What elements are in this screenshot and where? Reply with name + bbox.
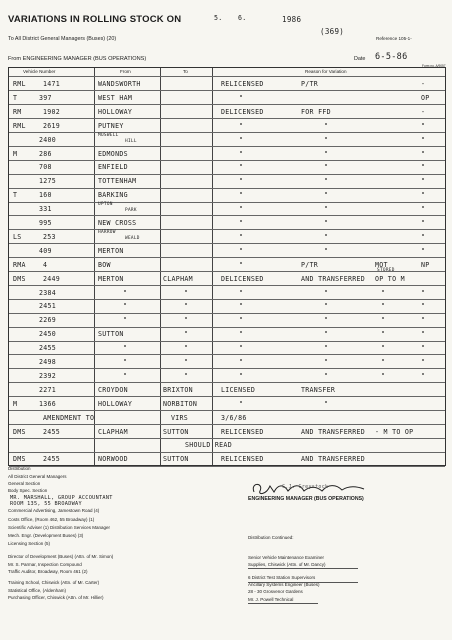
table-row bbox=[9, 411, 445, 425]
reason-text: " bbox=[239, 330, 244, 339]
distribution-entry: Purchasing Officer, Chiswick (Attn. of Mr. Hillier) bbox=[8, 595, 104, 600]
distribution-entry: All District General Managers bbox=[8, 474, 67, 479]
reason-text: " bbox=[239, 344, 244, 353]
status-flag: " bbox=[421, 135, 426, 144]
reason-text: " bbox=[239, 219, 244, 227]
signature-text: C.J. Greystock bbox=[282, 484, 329, 490]
table-row bbox=[9, 133, 445, 147]
variations-table bbox=[8, 67, 446, 466]
table-row bbox=[9, 230, 445, 244]
reason-text: " bbox=[239, 316, 244, 325]
distribution-entry: Mech. Engr. (Development Buses) (3) bbox=[8, 533, 84, 538]
from-depot: CROYDON bbox=[98, 385, 128, 394]
from-depot: ENFIELD bbox=[98, 163, 128, 172]
to-line: To All District General Managers (Buses) (20) bbox=[8, 36, 117, 42]
to-depot: NORBITON bbox=[163, 399, 198, 408]
reason-text: RELICENSED bbox=[221, 427, 264, 436]
reason-detail: TRANSFER bbox=[301, 385, 336, 394]
from-depot-sub: PARK bbox=[125, 208, 137, 214]
to-depot: " bbox=[184, 358, 189, 366]
reason-text: " bbox=[239, 121, 244, 130]
reason-text: " bbox=[239, 288, 244, 297]
vehicle-class: LS bbox=[13, 232, 22, 241]
reason-detail: AND TRANSFERRED bbox=[301, 274, 366, 283]
distribution-entry: Costs Office, (Room 462, 55 Broadway) (1) bbox=[8, 517, 95, 522]
reason-extra: OP TO M bbox=[375, 274, 405, 283]
date-label: Date bbox=[354, 56, 366, 62]
to-depot: " bbox=[184, 316, 189, 325]
title-date-month: 6. bbox=[238, 14, 247, 22]
vehicle-class: RML bbox=[13, 80, 26, 88]
should-read-note: SHOULD READ bbox=[185, 441, 232, 450]
table-row bbox=[9, 160, 445, 174]
vehicle-number: 160 bbox=[39, 191, 52, 200]
from-depot: MERTON bbox=[98, 274, 124, 283]
vehicle-number: 331 bbox=[39, 205, 52, 214]
title-year: 1986 bbox=[282, 15, 302, 24]
vehicle-class: T bbox=[13, 93, 18, 102]
from-depot: HOLLOWAY bbox=[98, 399, 133, 408]
distribution-entry: Director of Development (Buses) (Attn. of Mr. Simon) bbox=[8, 554, 114, 559]
from-depot: " bbox=[123, 344, 128, 353]
distribution-entry: Commercial Advertising, Jamestown Road (4) bbox=[8, 508, 100, 513]
header-vehicle-number: Vehicle Number bbox=[23, 69, 56, 74]
reason-text: " bbox=[239, 177, 244, 186]
vehicle-number: 286 bbox=[39, 149, 52, 158]
table-row bbox=[9, 286, 445, 300]
table-row bbox=[9, 452, 445, 466]
status-flag: " bbox=[421, 302, 426, 311]
table-row bbox=[9, 216, 445, 230]
reason-detail: AND TRANSFERRED bbox=[301, 455, 366, 464]
reason-detail: " bbox=[324, 358, 329, 366]
status-flag: OP bbox=[421, 93, 430, 102]
vehicle-number: 2450 bbox=[39, 330, 57, 339]
from-depot: " bbox=[123, 288, 128, 297]
distribution-entry: 28 - 30 Grosvenor Gardens bbox=[248, 589, 303, 594]
reason-text: " bbox=[239, 232, 244, 241]
distribution-continued: Distribution Continued: bbox=[248, 535, 294, 540]
reason-text: DELICENSED bbox=[221, 107, 264, 116]
table-row bbox=[9, 202, 445, 216]
vehicle-class: RML bbox=[13, 121, 26, 130]
reason-detail: " bbox=[324, 344, 329, 353]
distribution-entry: Licensing Section (5) bbox=[8, 541, 51, 546]
reason-detail: " bbox=[324, 163, 329, 172]
table-row bbox=[9, 188, 445, 202]
vehicle-number: 708 bbox=[39, 163, 52, 172]
reason-annotation: STORED bbox=[377, 267, 395, 273]
reason-text: DELICENSED bbox=[221, 274, 264, 283]
from-depot: BOW bbox=[98, 260, 111, 269]
to-depot: SUTTON bbox=[163, 455, 189, 464]
vehicle-number: 1902 bbox=[43, 107, 61, 116]
distribution-entry: Mr. J. Powell Technical bbox=[248, 597, 294, 602]
reason-extra: " bbox=[381, 371, 386, 380]
to-depot: " bbox=[184, 371, 189, 380]
reason-extra: " bbox=[381, 288, 386, 297]
from-depot: " bbox=[123, 302, 128, 311]
distribution-entry: Scientific Adviser (1) Distribution Services Manager bbox=[8, 525, 111, 530]
vehicle-number: 2455 bbox=[43, 455, 61, 464]
row-rule bbox=[9, 466, 445, 467]
reason-detail: " bbox=[324, 205, 329, 214]
reason-text: " bbox=[239, 399, 244, 408]
reason-detail: " bbox=[324, 288, 329, 297]
reason-extra: " bbox=[381, 344, 386, 353]
to-depot: " bbox=[184, 302, 189, 311]
reason-detail: FOR FFD bbox=[301, 107, 331, 116]
vehicle-class: DMS bbox=[13, 274, 26, 283]
reason-detail: " bbox=[324, 302, 329, 311]
reason-detail: " bbox=[324, 399, 329, 408]
to-depot: " bbox=[184, 330, 189, 339]
reason-text: " bbox=[239, 191, 244, 200]
distribution-entry: Ancillary Systems Engineer (Buses) bbox=[248, 582, 320, 587]
header-from: From bbox=[120, 69, 131, 74]
status-flag: " bbox=[421, 330, 426, 339]
amendment-date: 3/6/86 bbox=[221, 413, 247, 422]
form-number: Form no. A/9057 bbox=[422, 64, 446, 68]
reason-text: " bbox=[239, 302, 244, 311]
reason-detail: " bbox=[324, 149, 329, 158]
distribution-entry: Statistical Office, (Aldenham) bbox=[8, 588, 66, 593]
vehicle-number: 1471 bbox=[43, 80, 61, 88]
reason-detail: " bbox=[324, 177, 329, 186]
status-flag: " bbox=[421, 232, 426, 241]
vehicle-class: RMA bbox=[13, 260, 26, 269]
distribution-entry: Body Spec. Section bbox=[8, 488, 48, 493]
underline-rule bbox=[248, 603, 318, 604]
table-row bbox=[9, 383, 445, 397]
reason-detail: P/TR bbox=[301, 80, 319, 88]
vehicle-class: M bbox=[13, 149, 18, 158]
status-flag: " bbox=[421, 288, 426, 297]
reason-text: RELICENSED bbox=[221, 455, 264, 464]
vehicle-number: 2384 bbox=[39, 288, 57, 297]
reason-text: " bbox=[239, 260, 244, 269]
reason-detail: " bbox=[324, 121, 329, 130]
vehicle-number: 2498 bbox=[39, 358, 57, 366]
table-row bbox=[9, 327, 445, 341]
table-row bbox=[9, 91, 445, 105]
reason-text: " bbox=[239, 135, 244, 144]
status-flag: " bbox=[421, 246, 426, 255]
table-row bbox=[9, 369, 445, 383]
to-depot: CLAPHAM bbox=[163, 274, 193, 283]
reason-detail: " bbox=[324, 371, 329, 380]
table-row bbox=[9, 397, 445, 411]
from-depot: " bbox=[123, 371, 128, 380]
from-depot: EDMONDS bbox=[98, 149, 128, 158]
vehicle-number: 2269 bbox=[39, 316, 57, 325]
reason-text: " bbox=[239, 205, 244, 214]
reason-text: " bbox=[239, 246, 244, 255]
status-flag: " bbox=[421, 316, 426, 325]
vehicle-number: 2271 bbox=[39, 385, 57, 394]
document-title: VARIATIONS IN ROLLING STOCK ON bbox=[8, 14, 182, 25]
distribution-entry: ROOM 135, 55 BROADWAY bbox=[10, 501, 82, 507]
vehicle-number: 2455 bbox=[39, 344, 57, 353]
underline-rule bbox=[248, 582, 358, 583]
reason-text: RELICENSED bbox=[221, 80, 264, 88]
reason-detail: " bbox=[324, 232, 329, 241]
reason-text: LICENSED bbox=[221, 385, 256, 394]
from-depot: " bbox=[123, 358, 128, 366]
vehicle-class: T bbox=[13, 191, 18, 200]
vehicle-number: 2455 bbox=[43, 427, 61, 436]
status-flag: " bbox=[421, 121, 426, 130]
from-depot: MUSWELL bbox=[98, 132, 119, 138]
distribution-entry: Senior Vehicle Maintenance Examiner bbox=[248, 555, 325, 560]
status-flag: " bbox=[421, 205, 426, 214]
table-row bbox=[9, 313, 445, 327]
status-flag: " bbox=[421, 149, 426, 158]
table-row bbox=[9, 244, 445, 258]
table-row bbox=[9, 425, 445, 439]
from-depot-sub: HILL bbox=[125, 138, 137, 144]
from-line: From ENGINEERING MANAGER (BUS OPERATIONS) bbox=[8, 56, 147, 62]
to-depot: VIRS bbox=[171, 413, 189, 422]
from-depot: WANDSWORTH bbox=[98, 80, 141, 88]
to-depot: SUTTON bbox=[163, 427, 189, 436]
table-row bbox=[9, 174, 445, 188]
status-flag: " bbox=[421, 344, 426, 353]
to-depot: " bbox=[184, 288, 189, 297]
table-row bbox=[9, 77, 445, 91]
header-reason: Reason for Variation bbox=[305, 69, 347, 74]
status-flag: NP bbox=[421, 260, 430, 269]
vehicle-number: 2619 bbox=[43, 121, 61, 130]
vehicle-number: 397 bbox=[39, 93, 52, 102]
vehicle-class: DMS bbox=[13, 455, 26, 464]
table-row bbox=[9, 299, 445, 313]
signature-title: ENGINEERING MANAGER (BUS OPERATIONS) bbox=[248, 496, 364, 502]
reason-extra: - M TO OP bbox=[375, 427, 414, 436]
vehicle-number: 409 bbox=[39, 246, 52, 255]
reason-text: " bbox=[239, 163, 244, 172]
from-depot: " bbox=[123, 316, 128, 325]
from-depot: PUTNEY bbox=[98, 121, 124, 130]
status-flag: " bbox=[421, 177, 426, 186]
distribution-entry: Supplies, Chiswick (Attn. of Mr. Dancy) bbox=[248, 562, 326, 567]
vehicle-number: 1366 bbox=[39, 399, 57, 408]
from-depot: SUTTON bbox=[98, 330, 124, 339]
status-flag: " bbox=[421, 163, 426, 172]
reason-detail: AND TRANSFERRED bbox=[301, 427, 366, 436]
from-depot: TOTTENHAM bbox=[98, 177, 137, 186]
reason-text: " bbox=[239, 358, 244, 366]
table-row bbox=[9, 341, 445, 355]
vehicle-number: 4 bbox=[43, 260, 48, 269]
table-row bbox=[9, 267, 445, 286]
from-depot: MERTON bbox=[98, 246, 124, 255]
table-row bbox=[9, 119, 445, 133]
reason-text: " bbox=[239, 93, 244, 102]
reason-detail: " bbox=[324, 316, 329, 325]
reason-extra: " bbox=[381, 330, 386, 339]
vehicle-class: DMS bbox=[13, 427, 26, 436]
reason-extra: MOT bbox=[375, 260, 388, 269]
distribution-entry: Training School, Chiswick (Attn. of Mr. Carter) bbox=[8, 580, 100, 585]
from-depot: BARKING bbox=[98, 191, 128, 200]
vehicle-number: 1275 bbox=[39, 177, 57, 186]
amendment-note: AMENDMENT TO bbox=[43, 413, 95, 422]
table-row bbox=[9, 355, 445, 369]
reason-detail: " bbox=[324, 219, 329, 227]
reason-detail: " bbox=[324, 135, 329, 144]
reason-detail: " bbox=[324, 330, 329, 339]
header-to: To bbox=[183, 69, 188, 74]
from-depot: NORWOOD bbox=[98, 455, 128, 464]
table-row bbox=[9, 147, 445, 161]
to-depot: " bbox=[184, 344, 189, 353]
underline-rule bbox=[248, 568, 358, 569]
vehicle-number: 2400 bbox=[39, 135, 57, 144]
distribution-entry: 6 District Test Station Supervisors bbox=[248, 575, 316, 580]
reason-extra: " bbox=[381, 302, 386, 311]
from-depot: UPTON bbox=[98, 202, 113, 208]
vehicle-number: 2392 bbox=[39, 371, 57, 380]
vehicle-number: 2449 bbox=[43, 274, 61, 283]
from-depot: WEST HAM bbox=[98, 93, 133, 102]
vehicle-number: 253 bbox=[43, 232, 56, 241]
status-flag: " bbox=[421, 358, 426, 366]
from-depot: CLAPHAM bbox=[98, 427, 128, 436]
reference-number: Reference 105-1- bbox=[376, 36, 412, 41]
from-depot-sub: WEALD bbox=[125, 235, 140, 241]
vehicle-class: RM bbox=[13, 107, 22, 116]
status-flag: " bbox=[421, 371, 426, 380]
table-row bbox=[9, 438, 445, 452]
reason-text: " bbox=[239, 371, 244, 380]
reason-detail: P/TR bbox=[301, 260, 319, 269]
distribution-entry: Mr. S. Parmar, Inspection Compound bbox=[8, 562, 82, 567]
reason-extra: " bbox=[381, 358, 386, 366]
date-value: 6-5-86 bbox=[375, 52, 408, 62]
vehicle-class: M bbox=[13, 399, 18, 408]
status-flag: " bbox=[421, 219, 426, 227]
distribution-entry: Traffic Auditor, Broadway, Room 461 (2) bbox=[8, 569, 88, 574]
status-flag: " bbox=[421, 191, 426, 200]
handwritten-reference: (369) bbox=[320, 27, 345, 36]
title-date-day: 5. bbox=[214, 14, 223, 22]
vehicle-number: 2451 bbox=[39, 302, 57, 311]
distribution-title: Distribution bbox=[8, 466, 31, 471]
from-depot: HARROW bbox=[98, 229, 116, 235]
from-depot: HOLLOWAY bbox=[98, 107, 133, 116]
reason-extra: " bbox=[381, 316, 386, 325]
distribution-entry: General Section bbox=[8, 481, 41, 486]
from-depot: NEW CROSS bbox=[98, 219, 137, 227]
distribution-entry: MR. MARSHALL, GROUP ACCOUNTANT bbox=[10, 495, 113, 501]
to-depot: BRIXTON bbox=[163, 385, 193, 394]
reason-detail: " bbox=[324, 191, 329, 200]
vehicle-number: 995 bbox=[39, 219, 52, 227]
reason-text: " bbox=[239, 149, 244, 158]
status-flag: - bbox=[421, 80, 426, 88]
status-flag: - bbox=[421, 107, 426, 116]
table-row bbox=[9, 105, 445, 119]
reason-detail: " bbox=[324, 246, 329, 255]
